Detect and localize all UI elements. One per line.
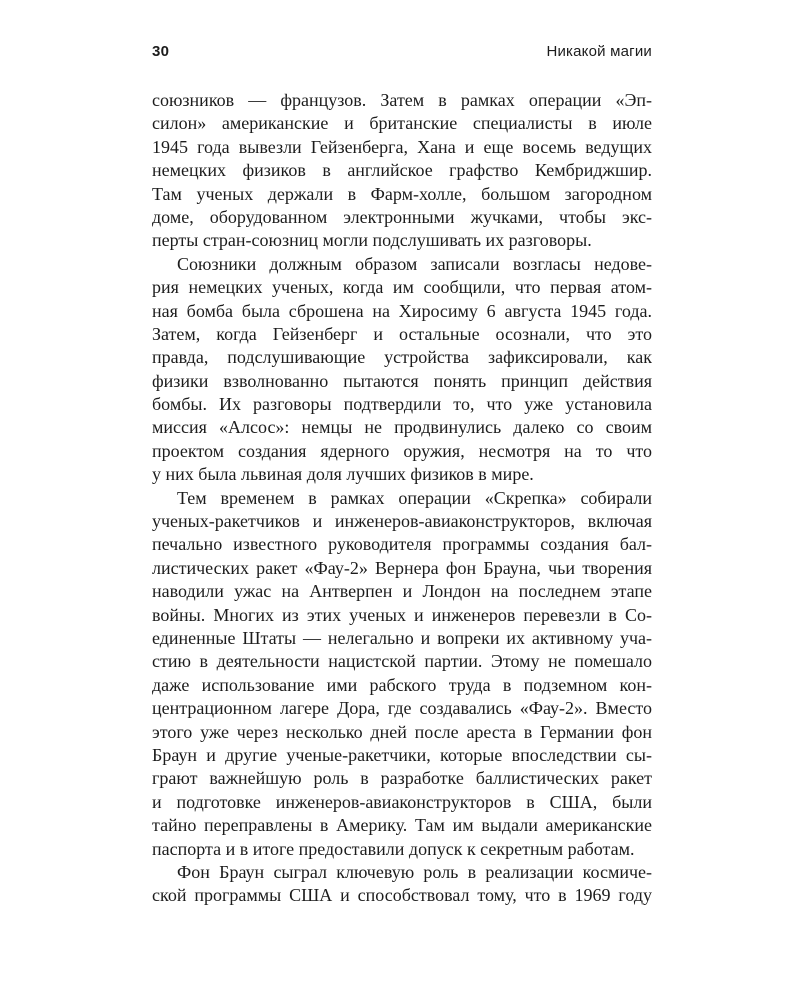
text-line: Там ученых держали в Фарм-холле, большом загородном <box>152 183 652 204</box>
text-line: миссия «Алсос»: немцы не продвинулись далеко со своим <box>152 417 652 438</box>
text-line: бомбы. Их разговоры подтвердили то, что уже установила <box>152 394 652 415</box>
text-line: наводили ужас на Антверпен и Лондон на последнем этапе <box>152 581 652 602</box>
text-line: этого уже через несколько дней после ареста в Германии фон <box>152 721 652 742</box>
text-line: доме, оборудованном электронными жучками, чтобы экс- <box>152 206 652 227</box>
text-line: Браун и другие ученые-ракетчики, которые впоследствии сы- <box>152 744 652 765</box>
text-line: физики взволнованно пытаются понять принцип действия <box>152 370 652 391</box>
text-line: листических ракет «Фау-2» Вернера фон Брауна, чьи творения <box>152 557 652 578</box>
text-line: и подготовке инженеров-авиаконструкторов в США, были <box>152 791 652 812</box>
text-line: проектом создания ядерного оружия, несмотря на то что <box>152 440 652 461</box>
text-line: паспорта и в итоге предоставили допуск к секретным работам. <box>152 838 635 859</box>
text-line: Тем временем в рамках операции «Скрепка» собирали <box>177 487 652 508</box>
paragraph <box>152 253 652 487</box>
text-line: немецких физиков в английское графство Кембриджшир. <box>152 160 652 181</box>
text-line: печально известного руководителя программы создания бал- <box>152 534 652 555</box>
text-line: у них была львиная доля лучших физиков в мире. <box>152 464 534 485</box>
text-line: силон» американские и британские специалисты в июле <box>152 113 652 134</box>
text-line: центрационном лагере Дора, где создавались «Фау-2». Вместо <box>152 698 652 719</box>
text-line: Союзники должным образом записали возгласы недове- <box>177 253 652 274</box>
text-line: грают важнейшую роль в разработке баллистических ракет <box>152 768 652 789</box>
paragraph <box>152 487 652 861</box>
text-line: ученых-ракетчиков и инженеров-авиаконструкторов, включая <box>152 511 652 532</box>
text-line: 1945 года вывезли Гейзенберга, Хана и еще восемь ведущих <box>152 136 652 157</box>
text-line: союзников — французов. Затем в рамках операции «Эп- <box>152 90 652 110</box>
text-line: даже использование ими рабского труда в подземном кон- <box>152 674 652 695</box>
text-line: Затем, когда Гейзенберг и остальные осознали, что это <box>152 323 652 344</box>
text-line: Фон Браун сыграл ключевую роль в реализации космиче- <box>177 861 652 882</box>
text-line: правда, подслушивающие устройства зафиксировали, как <box>152 347 652 368</box>
page-header <box>152 44 652 59</box>
page-number: 30 <box>152 43 170 60</box>
text-line: ской программы США и способствовал тому, что в 1969 году <box>152 885 652 906</box>
text-block <box>152 89 652 908</box>
text-line: единенные Штаты — нелегально и вопреки их активному уча- <box>152 627 652 648</box>
text-line: перты стран-союзниц могли подслушивать их разговоры. <box>152 230 592 251</box>
text-line: войны. Многих из этих ученых и инженеров перевезли в Со- <box>152 604 652 625</box>
text-line: тайно переправлены в Америку. Там им выдали американские <box>152 815 652 836</box>
running-title: Никакой магии <box>546 43 652 60</box>
text-line: рия немецких ученых, когда им сообщили, что первая атом- <box>152 277 652 298</box>
text-line: ная бомба была сброшена на Хиросиму 6 августа 1945 года. <box>152 300 652 321</box>
text-line: стию в деятельности нацистской партии. Этому не помешало <box>152 651 652 672</box>
paragraph <box>152 861 652 908</box>
paragraph <box>152 89 652 253</box>
